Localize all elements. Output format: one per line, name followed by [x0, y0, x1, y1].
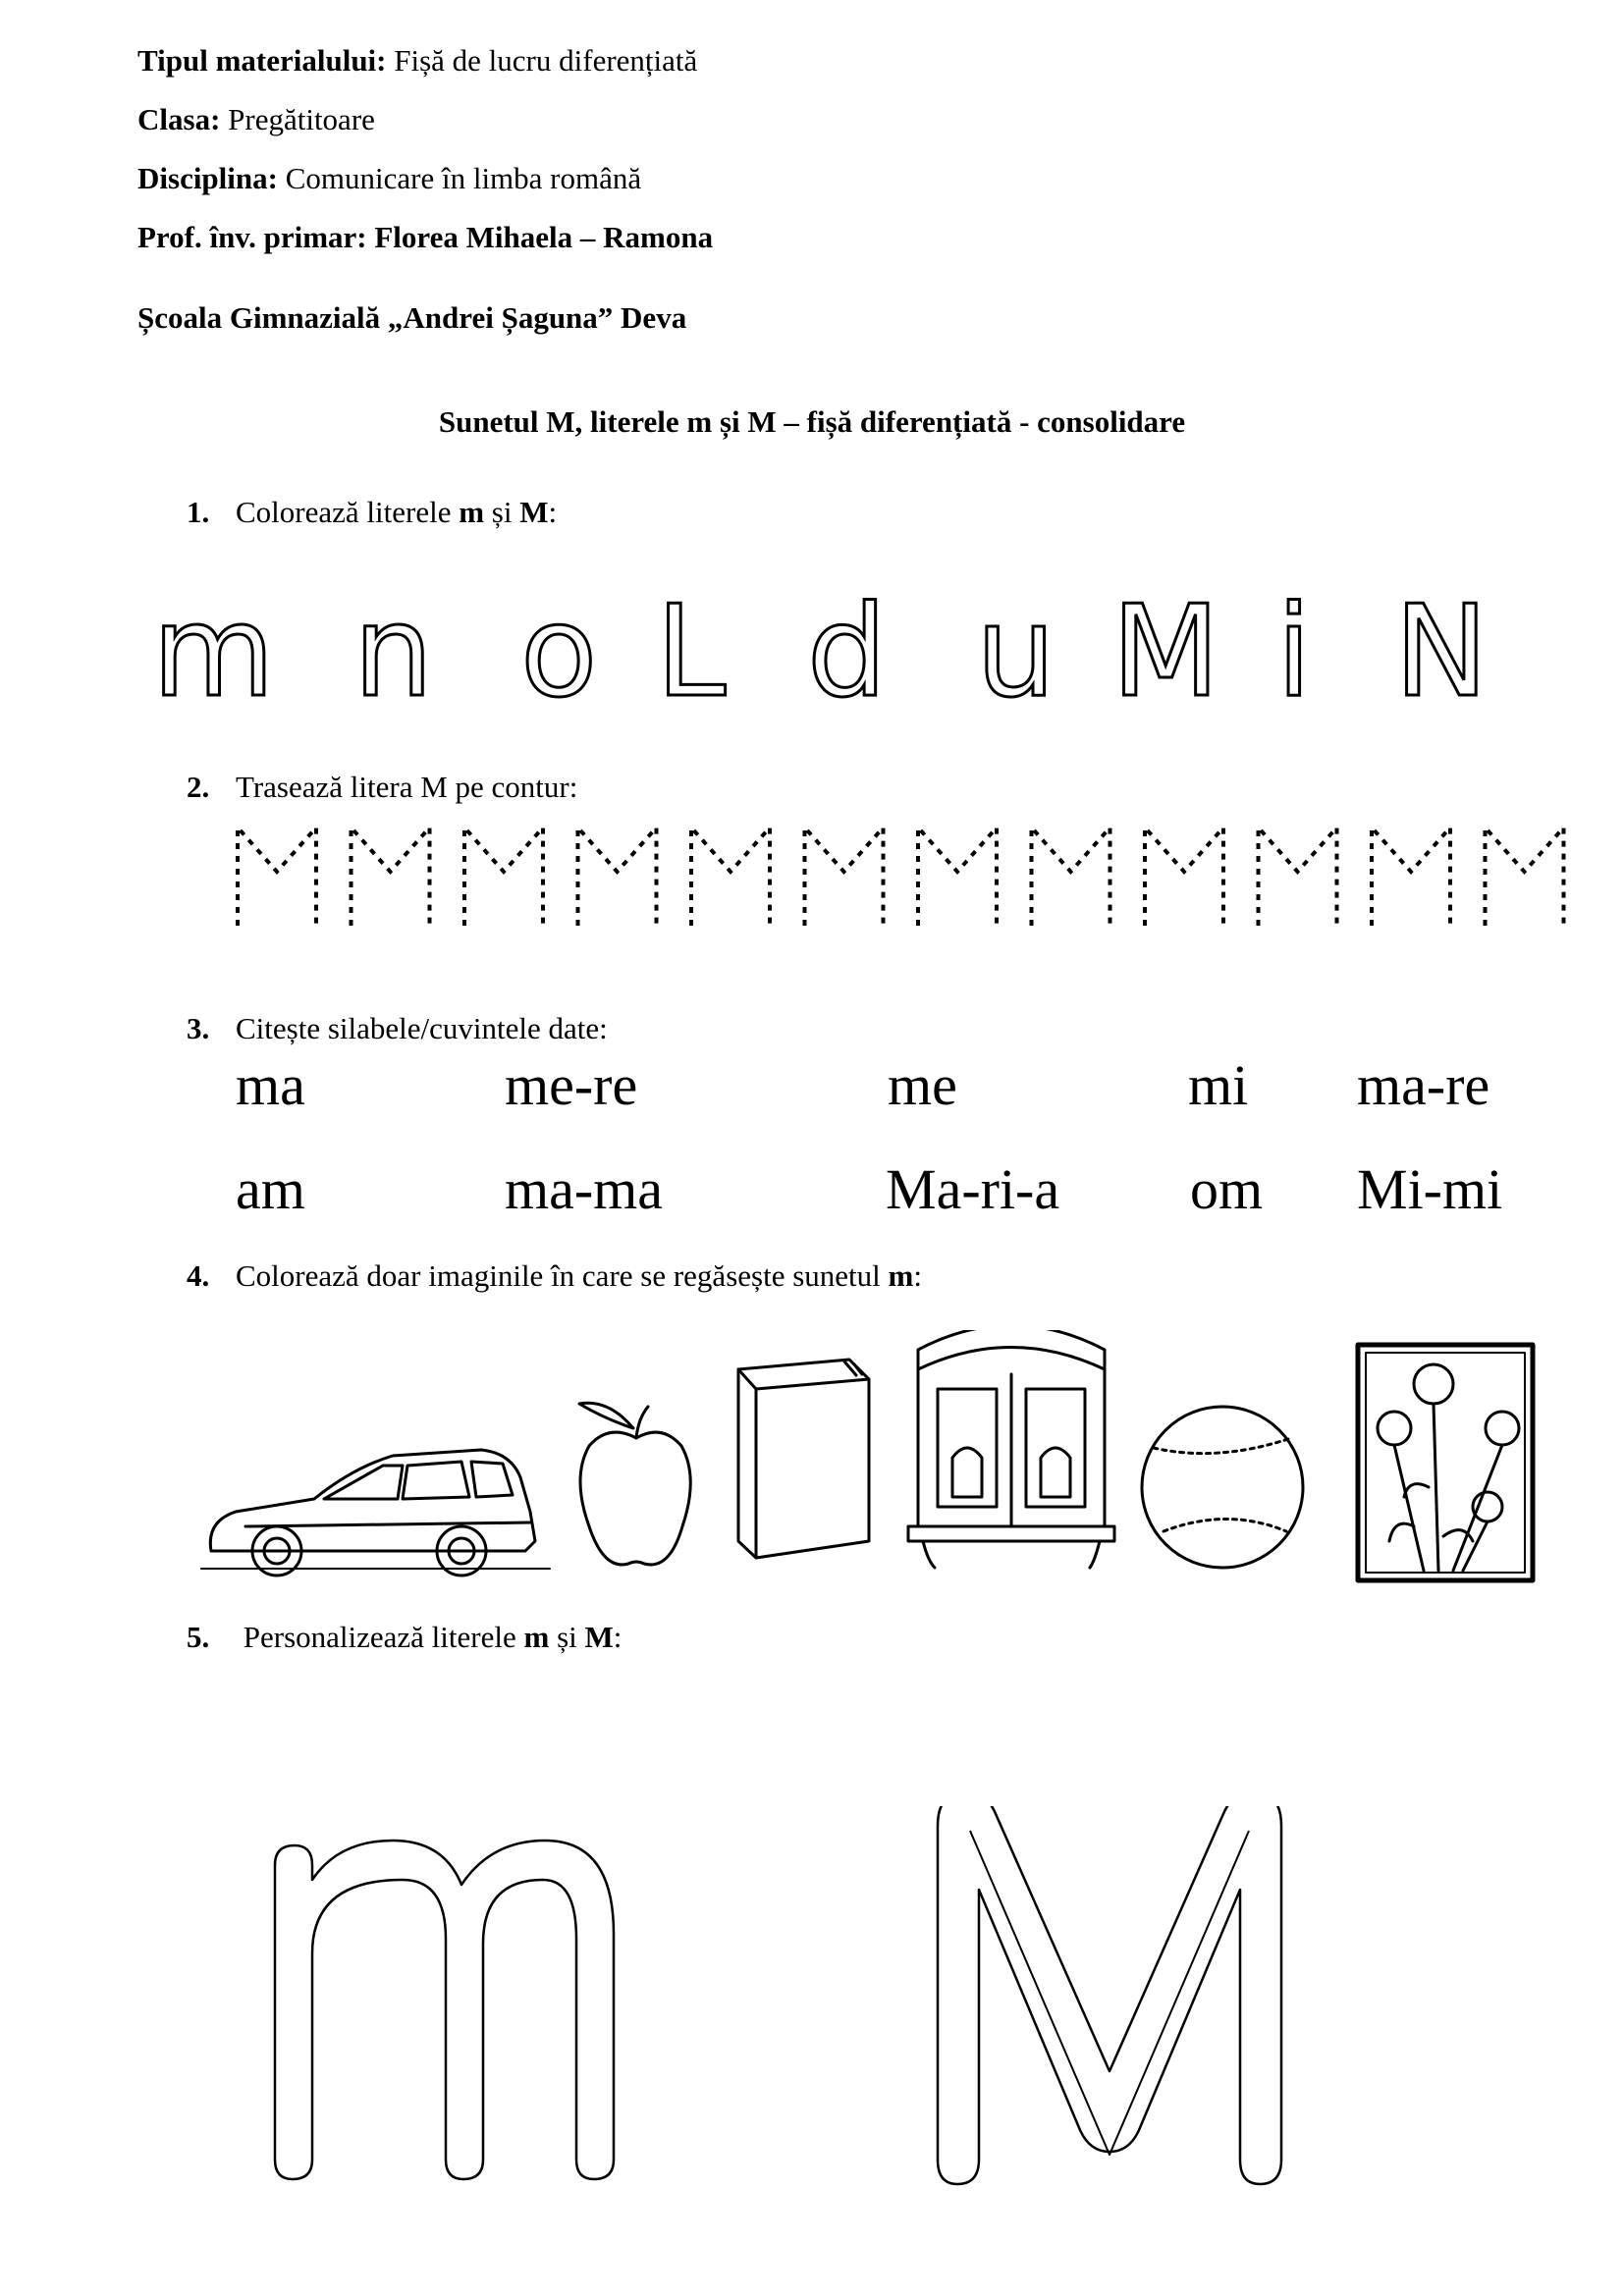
exercise-5-text: Personalizează literele — [236, 1620, 524, 1654]
exercise-5-bold-m: m — [523, 1620, 550, 1654]
dotted-m-letter[interactable] — [1372, 828, 1450, 926]
material-type-line — [137, 43, 697, 79]
class-line — [137, 102, 375, 137]
syllable: ma-re — [1357, 1053, 1490, 1117]
school-line — [137, 300, 686, 336]
syllable: om — [1190, 1157, 1264, 1221]
outline-letter[interactable]: m — [152, 579, 275, 725]
exercise-2-number: 2. — [187, 770, 210, 804]
material-type-label: Tipul materialului: — [137, 43, 387, 78]
school-name: Școala Gimnazială „Andrei Șaguna” Deva — [137, 300, 687, 335]
syllable: mi — [1188, 1053, 1249, 1117]
outline-letter[interactable]: n — [353, 579, 434, 725]
dotted-m-letter[interactable] — [1259, 828, 1337, 926]
wardrobe-image[interactable] — [908, 1330, 1114, 1568]
exercise-4-instruction — [187, 1258, 922, 1294]
syllable: me — [888, 1053, 957, 1117]
syllable: ma-ma — [505, 1157, 664, 1221]
car-image[interactable] — [201, 1450, 550, 1575]
exercise-1-bold-M: M — [519, 495, 549, 529]
apple-image[interactable] — [579, 1403, 690, 1565]
dotted-m-letter[interactable] — [1486, 828, 1564, 926]
dotted-m-trace-row[interactable] — [230, 823, 1585, 931]
exercise-3-instruction — [187, 1011, 608, 1046]
syllable: me-re — [505, 1053, 638, 1117]
exercise-5-instruction — [187, 1620, 622, 1655]
class-label: Clasa: — [137, 102, 221, 136]
subject-label: Disciplina: — [137, 161, 278, 195]
dotted-m-letter[interactable] — [352, 828, 430, 926]
baseball-image[interactable] — [1142, 1407, 1303, 1568]
syllable: am — [236, 1157, 305, 1221]
exercise-2-instruction — [187, 770, 577, 805]
syllable: ma — [236, 1053, 305, 1117]
dotted-m-letter[interactable] — [691, 828, 770, 926]
exercise-3-number: 3. — [187, 1011, 210, 1045]
subject-value: Comunicare în limba română — [285, 161, 642, 195]
class-value: Pregătitoare — [228, 102, 375, 136]
big-lowercase-m-outline[interactable] — [275, 1841, 614, 2179]
exercise-1-text: Colorează literele — [236, 495, 460, 529]
exercise-5-text-end: : — [613, 1620, 623, 1654]
poppy-flowers-image[interactable] — [1358, 1345, 1533, 1580]
dotted-m-letter[interactable] — [1032, 828, 1110, 926]
dotted-m-letter[interactable] — [918, 828, 997, 926]
dotted-m-letter[interactable] — [238, 828, 316, 926]
exercise-1-number: 1. — [187, 495, 210, 529]
outline-letter[interactable]: N — [1394, 579, 1489, 725]
exercise-4-text-end: : — [913, 1258, 922, 1293]
syllable: Mi-mi — [1357, 1157, 1503, 1221]
teacher-line — [137, 220, 713, 255]
outline-letter[interactable]: o — [520, 579, 598, 725]
book-image[interactable] — [738, 1360, 869, 1558]
exercise-5-number: 5. — [187, 1620, 210, 1654]
outline-letter[interactable]: i — [1276, 579, 1312, 725]
outline-letters-row — [0, 579, 1624, 725]
worksheet-title: Sunetul M, literele m și M – fișă diferențiată - consolidare — [438, 404, 1186, 439]
teacher-name: Prof. înv. primar: Florea Mihaela – Ramona — [137, 220, 714, 254]
big-uppercase-M-outline[interactable] — [938, 1806, 1281, 2184]
exercise-1-text-end: : — [548, 495, 558, 529]
exercise-2-text: Trasează litera M pe contur: — [236, 770, 578, 804]
exercise-4-text: Colorează doar imaginile în care se regăsește sunetul — [236, 1258, 889, 1293]
outline-letter[interactable]: M — [1111, 579, 1220, 725]
syllable: Ma-ri-a — [886, 1157, 1060, 1221]
material-type-value: Fișă de lucru diferențiată — [394, 43, 698, 78]
dotted-m-letter[interactable] — [464, 828, 543, 926]
exercise-5-bold-M: M — [584, 1620, 614, 1654]
exercise-4-bold-m: m — [888, 1258, 914, 1293]
exercise-4-number: 4. — [187, 1258, 210, 1293]
exercise-5-text-mid: și — [549, 1620, 585, 1654]
outline-letter[interactable]: d — [807, 579, 888, 725]
dotted-m-letter[interactable] — [1145, 828, 1223, 926]
exercise-1-bold-m: m — [459, 495, 485, 529]
exercise-1-text-mid: și — [484, 495, 520, 529]
exercise-1-instruction — [187, 495, 557, 530]
outline-letter[interactable]: L — [656, 579, 727, 725]
pictures-row — [0, 1330, 1624, 1605]
outline-letter[interactable]: u — [976, 579, 1056, 725]
subject-line — [137, 161, 641, 196]
exercise-3-text: Citește silabele/cuvintele date: — [236, 1011, 608, 1045]
dotted-m-letter[interactable] — [805, 828, 884, 926]
dotted-m-letter[interactable] — [578, 828, 657, 926]
big-letters-to-decorate — [0, 1806, 1624, 2189]
